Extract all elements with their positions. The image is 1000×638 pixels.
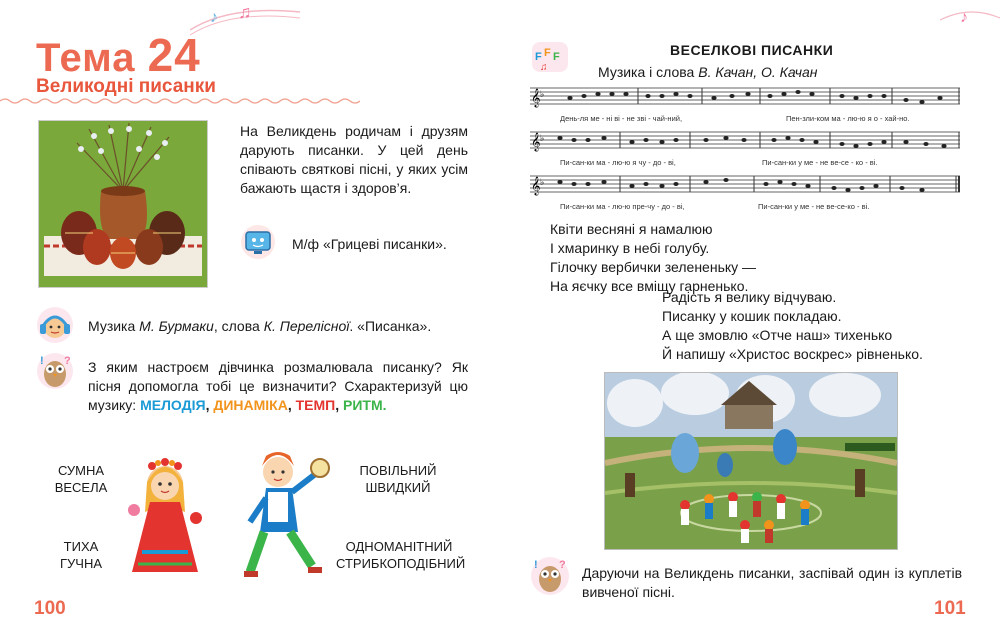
credit-prefix: Музика [88,318,140,334]
mood-sad: СУМНА [57,463,105,478]
staff-3-lyric-a: Пи-сан-ки ма - лю-ю пре-чу - до - ві, [560,202,685,211]
boy-dancing-illustration [238,448,334,584]
term-dynamics: ДИНАМІКА [213,397,288,413]
lesson-subtitle: Великодні писанки [36,76,216,97]
verse-1-line: І хмаринку в небі голубу. [550,240,710,256]
easter-eggs-painting [38,120,208,288]
term-rhythm: РИТМ. [343,397,387,413]
topic-word: Тема [36,36,136,80]
headphones-icon [36,306,74,344]
music-staff-2 [530,128,960,158]
music-notes-decoration [940,0,1000,40]
svg-text:𝄞: 𝄞 [531,134,541,151]
svg-text:𝄞: 𝄞 [531,178,541,195]
svg-text:F: F [544,47,551,59]
verse-2-line: Й напишу «Христос воскрес» рівненько. [662,346,923,362]
song-title: ВЕСЕЛКОВІ ПИСАНКИ [670,42,834,58]
girl-illustration [120,452,210,582]
credit-mid: , слова [213,318,264,334]
staff-1-lyric-b: Пен-зли-ком ма - лю-ю я о - хай-но. [786,114,910,123]
composer-name: М. Бурмаки [139,318,214,334]
authors-names: В. Качан, О. Качан [698,64,818,80]
svg-text:𝄞: 𝄞 [531,90,541,107]
credit-suffix: . «Писанка». [349,318,432,334]
mood-cheerful: ВЕСЕЛА [54,480,108,495]
verse-1-line: Гілочку вербички зелененьку — [550,259,757,275]
verse-2-line: А ще змовлю «Отче наш» тихенько [662,327,893,343]
music-staff-1 [530,84,960,114]
staff-3-lyric-b: Пи-сан-ки у ме - не ве-се-ко - ві. [758,202,870,211]
term-tempo: ТЕМП [295,397,336,413]
page-number-left: 100 [34,598,66,619]
topic-number: 24 [147,29,201,81]
dynamics-pair [52,538,110,572]
svg-text:♭: ♭ [540,89,545,99]
staff-2-lyric-a: Пи-сан-ки ма - лю-ю я чу - до - ві, [560,158,676,167]
svg-text:F: F [535,51,542,63]
term-melody: МЕЛОДІЯ [140,397,206,413]
svg-text:F: F [553,51,560,63]
svg-text:♪: ♪ [210,9,218,26]
tempo-pair [350,462,446,496]
svg-text:♫: ♫ [540,62,548,73]
question-body: З яким настроєм дівчинка розмалювала писанку? Як пісня допомогла тобі це визначити? Схарактеризуй цю музику: [88,359,468,413]
svg-text:♫: ♫ [238,2,252,22]
owl-question-icon [530,556,570,596]
intro-text: На Великдень родичам і друзям дарують писанки. У цей день співають святкові пісні, у яких усім бажають щастя і здоров’я. [240,123,468,196]
easter-village-painting [604,372,898,550]
verse-1-line: Квіти весняні я намалюю [550,221,713,237]
rhythm-pair [336,538,466,572]
dynamics-quiet: ТИХА [63,539,99,554]
verse-2-line: Радість я велику відчуваю. [662,289,837,305]
fff-music-icon [530,40,570,74]
mood-pair [50,462,112,496]
svg-text:?: ? [64,355,71,367]
song-authors [598,64,818,80]
topic-heading [36,28,201,82]
verse-1 [550,220,756,296]
tv-icon [240,224,276,260]
question-text: З яким настроєм дівчинка розмалювала писанку? Як пісня допомогла тобі це визначити? Схарактеризуй цю музику: МЕЛОДІЯ, ДИНАМІКА, ТЕМП, РИТМ. [88,359,468,413]
owl-question-icon [36,352,74,390]
staff-2-lyric-b: Пи-сан-ки у ме - не ве-се - ко - ві. [762,158,878,167]
right-page [500,0,1000,638]
lyricist-name: К. Перелісної [263,318,350,334]
verse-1-line: На яєчку все вміщу гарненько. [550,278,749,294]
svg-text:♭: ♭ [540,177,545,187]
verse-2-line: Писанку у кошик покладаю. [662,308,842,324]
rhythm-monotonous: ОДНОМАНІТНИЙ [345,539,453,554]
tempo-fast: ШВИДКИЙ [365,480,431,495]
tempo-slow: ПОВІЛЬНИЙ [359,463,437,478]
music-notes-decoration [190,0,300,40]
rhythm-jumpy: СТРИБКОПОДІБНИЙ [336,556,466,571]
page-number-right: 101 [934,598,966,619]
music-staff-3 [530,172,960,202]
wavy-divider [0,96,360,106]
svg-text:♭: ♭ [540,133,545,143]
svg-text:!: ! [534,559,538,571]
svg-text:!: ! [40,355,44,367]
svg-text:?: ? [559,559,566,571]
cartoon-recommendation: М/ф «Грицеві писанки». [292,236,447,252]
dynamics-loud: ГУЧНА [59,556,103,571]
verse-2 [662,288,923,364]
song-credit [88,318,431,334]
svg-text:♪: ♪ [960,9,968,26]
task-text: Даруючи на Великдень писанки, заспівай один із куплетів вивченої пісні. [582,565,962,600]
staff-1-lyric-a: День-ля ме - ні ві - не зві - чай-ний, [560,114,683,123]
authors-prefix: Музика і слова [598,64,699,80]
